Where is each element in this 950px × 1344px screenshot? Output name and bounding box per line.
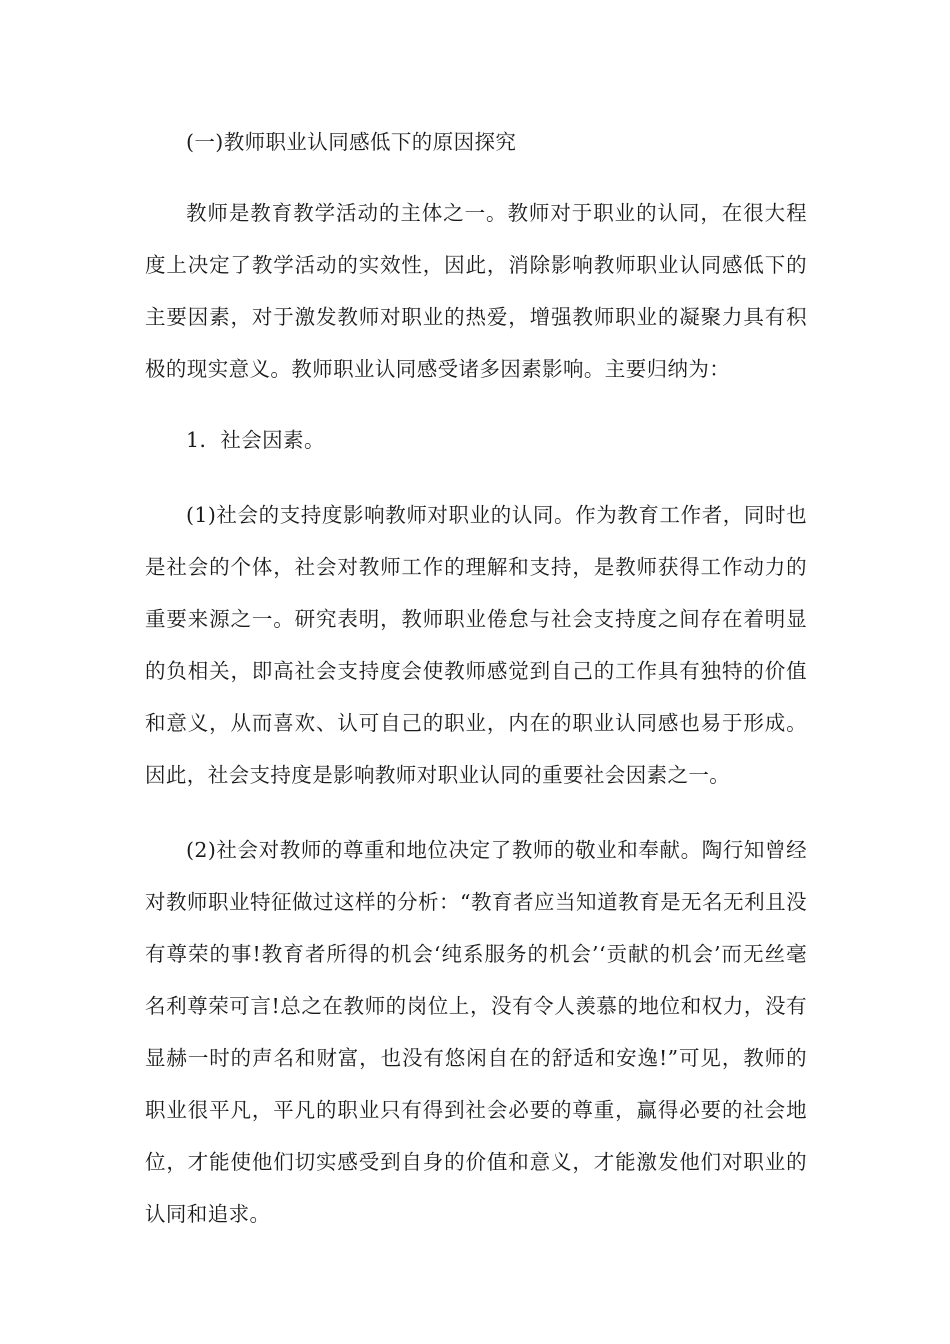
point-1-paragraph: (1)社会的支持度影响教师对职业的认同。作为教育工作者，同时也是社会的个体，社会对教师工作的理解和支持，是教师获得工作动力的重要来源之一。研究表明，教师职业倦怠与社会支持度之间存在着明显的负相关，即高社会支持度会使教师感觉到自己的工作具有独特的价值和意义，从而喜欢、认可自己的职业，内在的职业认同感也易于形成。因此，社会支持度是影响教师对职业认同的重要社会因素之一。 (145, 503, 807, 787)
intro-paragraph: 教师是教育教学活动的主体之一。教师对于职业的认同，在很大程度上决定了教学活动的实效性，因此，消除影响教师职业认同感低下的主要因素，对于激发教师对职业的热爱，增强教师职业的凝聚力具有积极的现实意义。教师职业认同感受诸多因素影响。主要归纳为： (145, 201, 807, 381)
point-2-paragraph: (2)社会对教师的尊重和地位决定了教师的敬业和奉献。陶行知曾经对教师职业特征做过这样的分析：“教育者应当知道教育是无名无利且没有尊荣的事!教育者所得的机会‘纯系服务的机会’‘贡献的机会’而无丝毫名利尊荣可言!总之在教师的岗位上，没有令人羡慕的地位和权力，没有显赫一时的声名和财富，也没有悠闲自在的舒适和安逸!”可见，教师的职业很平凡，平凡的职业只有得到社会必要的尊重，赢得必要的社会地位，才能使他们切实感受到自身的价值和意义，才能激发他们对职业的认同和追求。 (145, 838, 807, 1226)
subsection-title: 1．社会因素。 (186, 428, 325, 452)
document-body (145, 116, 807, 1240)
section-heading: (一)教师职业认同感低下的原因探究 (186, 130, 517, 154)
